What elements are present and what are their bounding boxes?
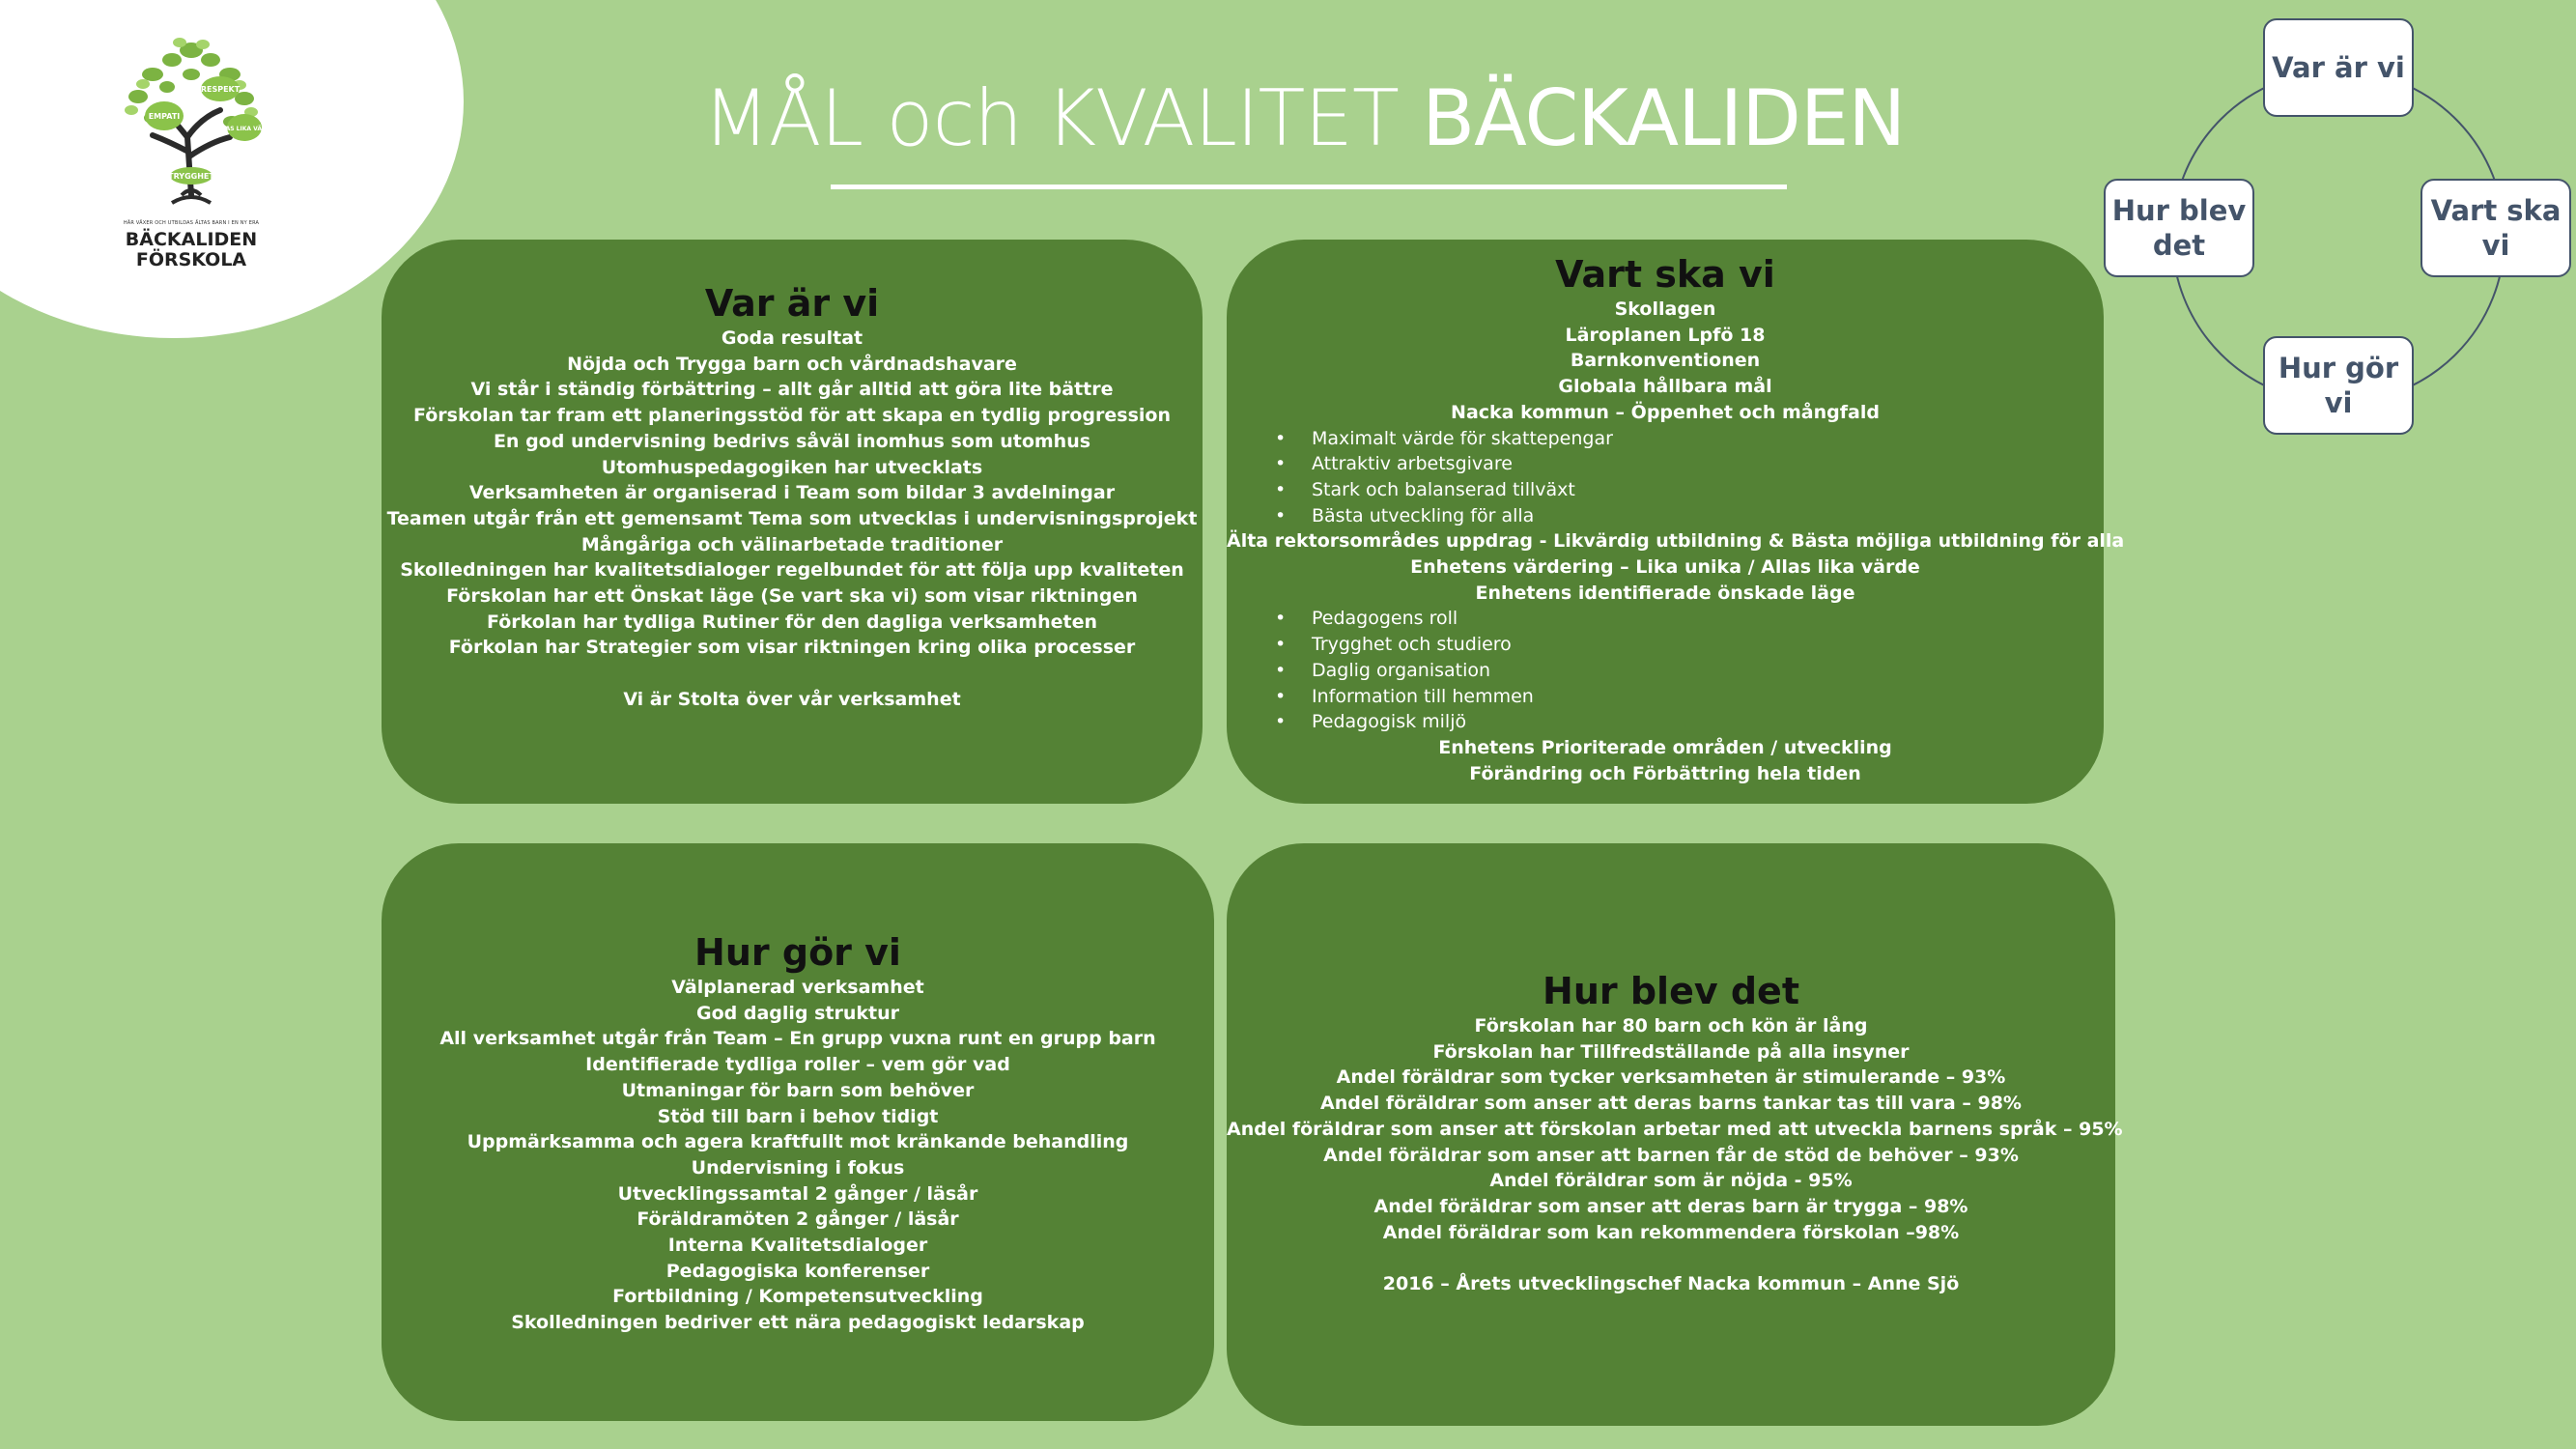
cycle-node-var-ar-vi: Var är vi (2263, 18, 2414, 117)
box-line: Utvecklingssamtal 2 gånger / läsår (617, 1182, 978, 1205)
box-lines (1227, 297, 2104, 426)
box-closing: 2016 – Årets utvecklingschef Nacka kommun – Anne Sjö (1382, 1273, 1960, 1295)
box-line: Andel föräldrar som anser att förskolan arbetar med att utveckla barnens språk – 95% (1227, 1118, 2123, 1140)
tree-icon (95, 21, 288, 214)
box-line: Stöd till barn i behov tidigt (657, 1105, 939, 1127)
box-spacer (382, 661, 1203, 687)
box-line: Andel föräldrar som är nöjda - 95% (1489, 1170, 1853, 1192)
bullet-item: • Bästa utveckling för alla (1275, 503, 2104, 529)
bullet-item: • Daglig organisation (1275, 658, 2104, 684)
box-lines (1227, 1013, 2123, 1297)
title-underline (831, 185, 1787, 189)
box-line: Barnkonventionen (1570, 350, 1761, 372)
box-line: Förkolan har tydliga Rutiner för den dagliga verksamheten (486, 611, 1098, 633)
logo-tagline: HÄR VÄXER OCH UTBILDAS ÄLTAS BARN I EN NY ERA (123, 220, 260, 226)
box-line: Nöjda och Trygga barn och vårdnadshavare (567, 353, 1017, 375)
title-light: MÅL och KVALITET (702, 73, 1423, 163)
box-line: Förkolan har Strategier som visar riktningen kring olika processer (448, 637, 1136, 659)
box-line: Nacka kommun – Öppenhet och mångfald (1451, 401, 1880, 423)
box-line: Andel föräldrar som anser att deras barns tankar tas till vara – 98% (1320, 1093, 2022, 1115)
box-line: Enhetens Prioriterade områden / utveckling (1438, 736, 1892, 758)
box-line: Förskolan har ett Önskat läge (Se vart ska vi) som visar riktningen (446, 585, 1138, 608)
box-line: Välplanerad verksamhet (671, 977, 924, 998)
box-line: Uppmärksamma och agera kraftfullt mot kränkande behandling (467, 1131, 1129, 1153)
box-hur-gor-vi (382, 843, 1214, 1421)
box-line: God daglig struktur (695, 1002, 900, 1024)
box-line: Interna Kvalitetsdialoger (667, 1235, 928, 1257)
box-vart-ska-vi (1227, 240, 2125, 804)
box-line: Andel föräldrar som kan rekommendera förskolan –98% (1382, 1221, 1960, 1243)
box-line: Utmaningar för barn som behöver (621, 1079, 975, 1101)
bullet-list (1227, 426, 2104, 529)
box-line: Andel föräldrar som anser att deras barn är trygga – 98% (1373, 1195, 1968, 1217)
box-line: Älta rektorsområdes uppdrag - Likvärdig utbildning & Bästa möjliga utbildning för alla (1227, 530, 2125, 553)
box-line: Teamen utgår från ett gemensamt Tema som utvecklas i undervisningsprojekt (386, 507, 1198, 529)
box-spacer (1227, 1245, 2115, 1271)
box-lines (1227, 735, 2104, 786)
box-line: Goda resultat (721, 327, 863, 349)
box-line: Fortbildning / Kompetensutveckling (612, 1286, 983, 1308)
box-line: En god undervisning bedrivs såväl inomhus som utomhus (493, 430, 1091, 452)
box-line: Förskolan har 80 barn och kön är lång (1474, 1015, 1868, 1037)
cycle-node-hur-gor-vi: Hur gör vi (2263, 336, 2414, 435)
box-line: Pedagogiska konferenser (665, 1260, 930, 1282)
box-line: Undervisning i fokus (691, 1156, 905, 1179)
bullet-item: • Trygghet och studiero (1275, 632, 2104, 658)
box-line: Skolledningen bedriver ett nära pedagogiskt ledarskap (511, 1312, 1085, 1334)
box-closing: Vi är Stolta över vår verksamhet (623, 688, 961, 710)
bullet-item: • Pedagogisk miljö (1275, 709, 2104, 735)
school-logo (85, 21, 297, 270)
box-var-ar-vi (382, 240, 1203, 804)
box-line: Mångåriga och välinarbetade traditioner (580, 533, 1004, 555)
tree-word-respekt: RESPEKT (200, 85, 241, 94)
tree-word-empati: EMPATI (148, 112, 181, 121)
box-line: Verksamheten är organiserad i Team som bildar 3 avdelningar (468, 482, 1116, 504)
title-bold: BÄCKALIDEN (1422, 73, 1906, 163)
box-line: Förskolan tar fram ett planeringsstöd för att skapa en tydlig progression (413, 405, 1171, 427)
box-lines (382, 326, 1203, 713)
cycle-node-vart-ska-vi: Vart ska vi (2420, 179, 2571, 277)
page-title (676, 66, 1932, 172)
box-line: Förskolan har Tillfredställande på alla insyner (1432, 1040, 1910, 1063)
box-heading: Vart ska vi (1555, 253, 1775, 296)
logo-name-line2: FÖRSKOLA (135, 249, 247, 270)
box-heading: Var är vi (704, 282, 880, 325)
bullet-list (1227, 606, 2104, 735)
tree-word-trygghet: TRYGGHET (168, 172, 214, 181)
box-line: Skolledningen har kvalitetsdialoger regelbundet för att följa upp kvaliteten (400, 559, 1184, 582)
box-line: Enhetens identifierade önskade läge (1475, 582, 1855, 604)
box-line: Globala hållbara mål (1558, 376, 1772, 398)
box-line: Förändring och Förbättring hela tiden (1469, 762, 1861, 784)
box-line: Skollagen (1614, 298, 1716, 320)
bullet-item: • Information till hemmen (1275, 684, 2104, 710)
box-line: Andel föräldrar som anser att barnen får de stöd de behöver – 93% (1323, 1144, 2019, 1166)
box-line: Vi står i ständig förbättring – allt går alltid att göra lite bättre (470, 379, 1114, 401)
box-heading: Hur gör vi (694, 931, 901, 974)
bullet-item: • Attraktiv arbetsgivare (1275, 451, 2104, 477)
box-line: All verksamhet utgår från Team – En grupp vuxna runt en grupp barn (439, 1028, 1156, 1050)
box-line: Utomhuspedagogiken har utvecklats (601, 456, 983, 478)
box-heading: Hur blev det (1543, 970, 1799, 1012)
box-hur-blev-det (1227, 843, 2123, 1426)
logo-name (85, 230, 297, 270)
bullet-item: • Maximalt värde för skattepengar (1275, 426, 2104, 452)
box-line: Föräldramöten 2 gånger / läsår (637, 1208, 959, 1231)
logo-name-line1: BÄCKALIDEN (125, 229, 258, 250)
box-lines (1227, 528, 2125, 606)
bullet-item: • Stark och balanserad tillväxt (1275, 477, 2104, 503)
bullet-item: • Pedagogens roll (1275, 606, 2104, 632)
box-line: Enhetens värdering – Lika unika / Allas lika värde (1410, 556, 1920, 579)
tree-word-allas: ALLAS LIKA VÄRDE (213, 126, 275, 132)
box-line: Läroplanen Lpfö 18 (1565, 324, 1766, 346)
box-lines (382, 975, 1214, 1336)
cycle-node-hur-blev-det: Hur blev det (2104, 179, 2254, 277)
box-line: Identifierade tydliga roller – vem gör vad (585, 1054, 1010, 1076)
box-line: Andel föräldrar som tycker verksamheten är stimulerande – 93% (1336, 1066, 2006, 1089)
